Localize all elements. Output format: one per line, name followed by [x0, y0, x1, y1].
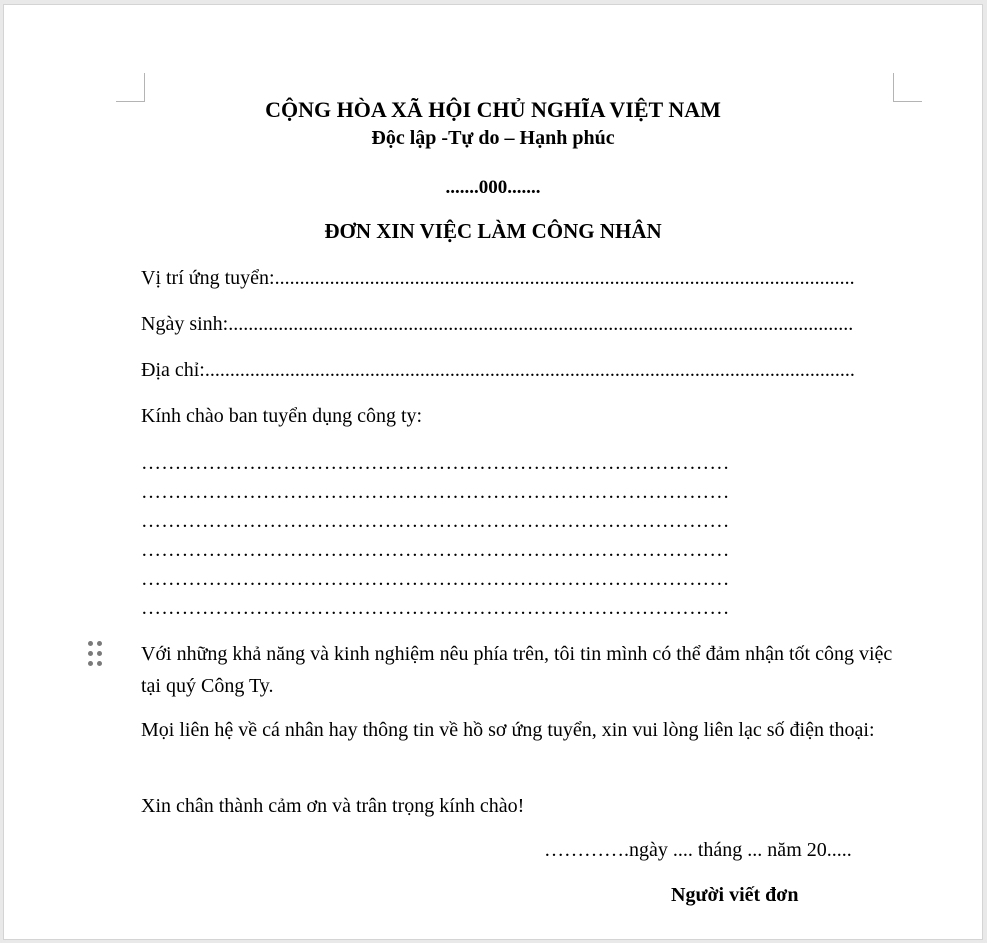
paragraph-capability: Với những khả năng và kinh nghiệm nêu phía trên, tôi tin mình có thể đảm nhận tốt công việc tại quý Công Ty.: [141, 643, 893, 697]
field-label: Địa chỉ:: [141, 359, 205, 381]
blank-line: ……………………………………………………………………………: [141, 452, 730, 474]
field-dots: ....................................................................................................................: [274, 267, 855, 289]
field-label: Ngày sinh:: [141, 313, 229, 335]
blank-line: ……………………………………………………………………………: [141, 481, 730, 503]
paragraph-thanks: Xin chân thành cảm ơn và trân trọng kính chào!: [141, 795, 525, 817]
drag-handle-icon[interactable]: [88, 641, 102, 667]
blank-line: ……………………………………………………………………………: [141, 539, 730, 561]
field-dots: .............................................................................................................................: [228, 313, 854, 335]
field-dots: ..................................................................................................................................: [204, 359, 855, 381]
blank-line: ……………………………………………………………………………: [141, 510, 730, 532]
field-birthdate: [141, 313, 886, 336]
greeting: Kính chào ban tuyển dụng công ty:: [141, 405, 423, 427]
header-separator: .......000.......: [445, 177, 541, 198]
paragraph-contact: Mọi liên hệ về cá nhân hay thông tin về hồ sơ ứng tuyển, xin vui lòng liên lạc số điện thoại:: [141, 719, 875, 741]
blank-line: ……………………………………………………………………………: [141, 568, 730, 590]
document-title: ĐƠN XIN VIỆC LÀM CÔNG NHÂN: [324, 219, 662, 243]
national-title: CỘNG HÒA XÃ HỘI CHỦ NGHĨA VIỆT NAM: [265, 97, 721, 122]
field-position: [141, 267, 886, 290]
field-address: [141, 359, 886, 382]
signature-label: Người viết đơn: [671, 884, 799, 906]
field-label: Vị trí ứng tuyển:: [141, 267, 275, 289]
date-line: ………….ngày .... tháng ... năm 20.....: [544, 839, 852, 861]
national-motto: Độc lập -Tự do – Hạnh phúc: [371, 127, 615, 149]
blank-line: ……………………………………………………………………………: [141, 597, 730, 619]
document-page[interactable]: [3, 4, 983, 940]
